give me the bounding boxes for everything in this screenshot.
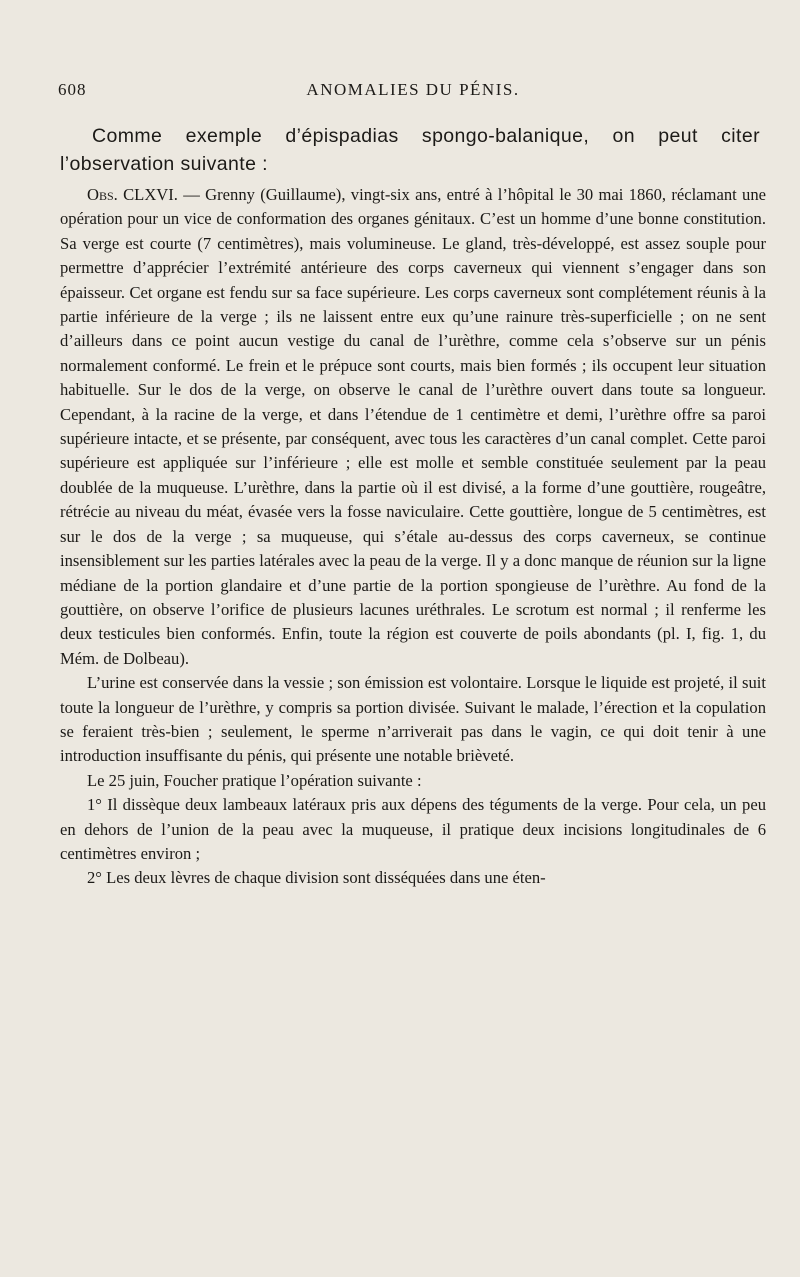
page-number: 608 bbox=[58, 80, 87, 99]
observation-label: Obs. CLXVI. — bbox=[87, 185, 200, 204]
observation-paragraph-1-text: Grenny (Guillaume), vingt-six ans, entré à l’hôpital le 30 mai 1860, réclamant une opération pour un vice de conformation des organes génitaux. C’est un homme d’une bonne constitution. Sa verge est courte (7 centimètres), mais volumineuse. Le gland, très-développé, est assez souple pour permettre d’apprécier l’extrémité antérieure des corps caverneux qui viennent s’engager dans son épaisseur. Cet organe est fendu sur sa face supérieure. Les corps caverneux sont complétement réunis à la partie inférieure de la verge ; ils ne laissent entre eux qu’une rainure très-superficielle ; on ne sent d’ailleurs dans ce point aucun vestige du canal de l’urèthre, comme cela s’observe sur un pénis normalement conformé. Le frein et le prépuce sont courts, mais bien formés ; ils occupent leur situation habituelle. Sur le dos de la verge, on observe le canal de l’urèthre ouvert dans toute sa longueur. Cependant, à la racine de la verge, et dans l’étendue de 1 centimètre et demi, l’urèthre offre sa paroi supérieure intacte, et se présente, par conséquent, avec tous les caractères d’un canal complet. Cette paroi supérieure est appliquée sur l’inférieure ; elle est molle et semble constituée seulement par la peau doublée de la muqueuse. L’urèthre, dans la partie où il est divisé, a la forme d’une gouttière, rougeâtre, rétrécie au niveau du méat, évasée vers la fosse naviculaire. Cette gouttière, longue de 5 centimètres, est sur le dos de la verge ; sa muqueuse, qui s’étale au-dessus des corps caverneux, se continue insensiblement sur les parties latérales avec la peau de la verge. Il y a donc manque de réunion sur la ligne médiane de la portion glandaire et d’une partie de la portion spongieuse de l’urèthre. Au fond de la gouttière, on observe l’orifice de plusieurs lacunes uréthrales. Le scrotum est normal ; il renferme les deux testicules bien conformés. Enfin, toute la région est couverte de poils abondants (pl. I, fig. 1, du Mém. de Dolbeau). bbox=[60, 185, 766, 668]
observation-paragraph-3: Le 25 juin, Foucher pratique l’opération suivante : bbox=[87, 770, 422, 790]
observation-text bbox=[60, 183, 766, 891]
running-title: ANOMALIES DU PÉNIS. bbox=[306, 80, 520, 99]
intro-paragraph: Comme exemple d’épispadias spongo-balanique, on peut citer l’observation suivante : bbox=[60, 125, 760, 175]
observation-paragraph-1 bbox=[60, 183, 766, 671]
observation-paragraph-5: 2° Les deux lèvres de chaque division sont disséquées dans une éten- bbox=[87, 868, 546, 888]
observation-paragraph-4: 1° Il dissèque deux lambeaux latéraux pris aux dépens des téguments de la verge. Pour cela, un peu en dehors de l’union de la peau avec la muqueuse, il pratique deux incisions longitudinales de 6 centimètres environ ; bbox=[60, 795, 766, 863]
running-head bbox=[58, 80, 768, 104]
observation-paragraph-2: L’urine est conservée dans la vessie ; son émission est volontaire. Lorsque le liquide est projeté, il suit toute la longueur de l’urèthre, y compris sa portion divisée. Suivant le malade, l’érection et la copulation se feraient très-bien ; seulement, le sperme n’arriverait pas dans le vagin, ce qui doit tenir à une introduction insuffisante du pénis, qui présente une notable brièveté. bbox=[60, 673, 766, 766]
